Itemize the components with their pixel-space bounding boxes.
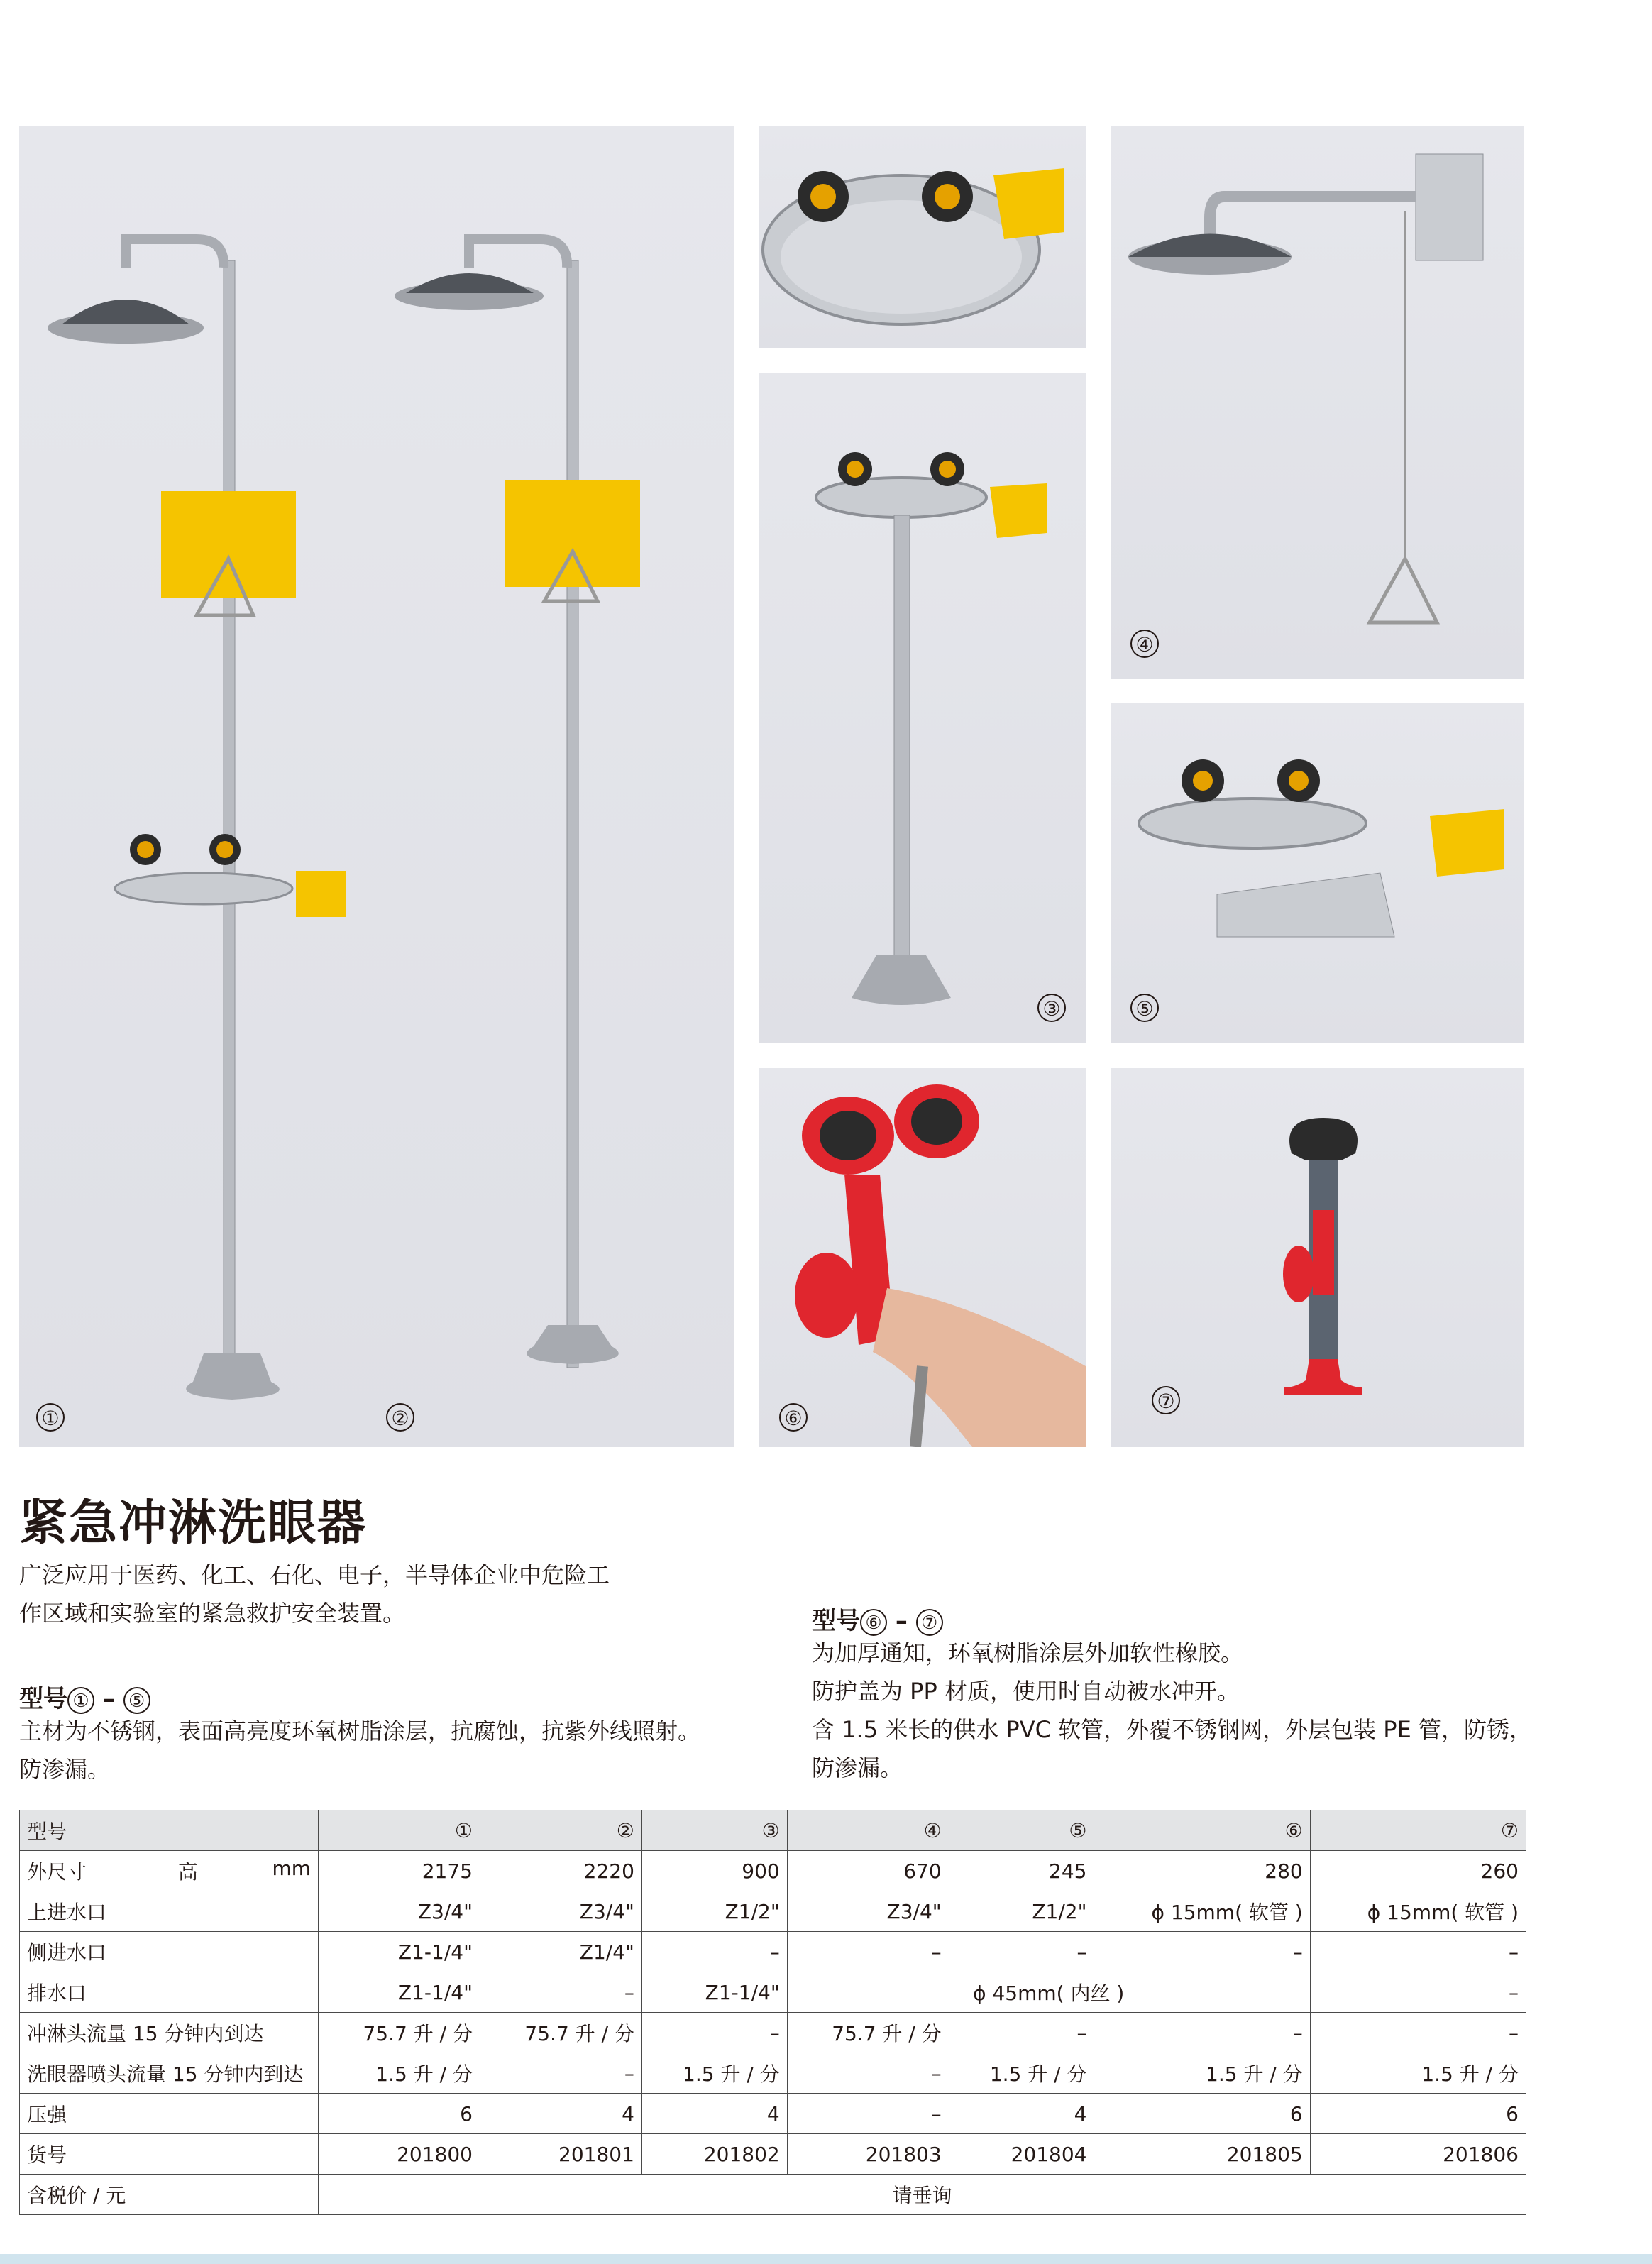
table-row [20,2175,1526,2215]
table-cell: Z1-1/4" [319,1932,480,1972]
table-cell: 1.5 升 / 分 [949,2053,1094,2094]
table-row [20,1932,1526,1972]
photo-eyewash-bowl-closeup [759,126,1086,348]
table-cell-merged: ϕ 45mm( 内丝 ) [787,1972,1310,2013]
wall-eyewash-illustration [1111,703,1524,1043]
photo-handheld-single-eyewash [1111,1068,1524,1447]
photo-wall-shower [1111,126,1524,679]
table-cell: ϕ 15mm( 软管 ) [1310,1891,1526,1932]
model-a-from: ① [67,1687,94,1714]
table-cell: 1.5 升 / 分 [319,2053,480,2094]
table-cell: Z3/4" [787,1891,949,1932]
table-row [20,1891,1526,1932]
photo-number-6: ⑥ [779,1403,808,1432]
table-header-cell: ⑦ [1310,1810,1526,1851]
photo-number-2: ② [386,1403,414,1432]
photo-handheld-dual-eyewash [759,1068,1086,1447]
table-cell: Z1-1/4" [641,1972,787,2013]
size-label: 外尺寸 [27,1860,87,1884]
model-a-line-2: 防渗漏。 [19,1756,111,1783]
table-cell: 900 [641,1851,787,1891]
model-b-to: ⑦ [916,1609,943,1636]
table-cell: 201805 [1094,2134,1310,2175]
photo-wall-eyewash [1111,703,1524,1043]
table-cell: Z1/2" [949,1891,1094,1932]
model-a-heading [19,1679,150,1714]
photo-number-7: ⑦ [1152,1386,1180,1414]
table-cell: – [480,2053,641,2094]
model-b-description [812,1634,1564,1787]
size-sub-label: 高 [177,1860,198,1884]
table-cell: 201800 [319,2134,480,2175]
table-row-label: 货号 [20,2134,319,2175]
table-header-cell: 型号 [20,1810,319,1851]
model-b-heading [812,1601,943,1636]
table-header-row [20,1810,1526,1851]
standing-eyewash-illustration [759,373,1086,1043]
photo-number-5: ⑤ [1130,994,1159,1022]
table-cell: – [641,1932,787,1972]
table-cell: – [787,2094,949,2134]
handheld-dual-illustration [759,1068,1086,1447]
intro-line-2: 作区域和实验室的紧急救护安全装置。 [19,1600,406,1627]
table-cell: – [949,1932,1094,1972]
table-cell: – [787,1932,949,1972]
table-header-cell: ⑤ [949,1810,1094,1851]
table-cell: – [1310,1932,1526,1972]
table-cell: 6 [319,2094,480,2134]
table-cell: – [949,2013,1094,2053]
table-row-label: 含税价 / 元 [20,2175,319,2215]
table-cell: 670 [787,1851,949,1891]
model-a-line-1: 主材为不锈钢，表面高亮度环氧树脂涂层，抗腐蚀，抗紫外线照射。 [19,1718,701,1744]
table-cell: Z3/4" [480,1891,641,1932]
table-row-label: 冲淋头流量 15 分钟内到达 [20,2013,319,2053]
table-cell: – [480,1972,641,2013]
model-b-line-4: 防渗漏。 [812,1754,903,1781]
table-cell: 2220 [480,1851,641,1891]
table-cell: 280 [1094,1851,1310,1891]
table-header-cell: ② [480,1810,641,1851]
table-cell: – [1310,2013,1526,2053]
model-b-dash: – [887,1607,916,1635]
table-header-cell: ① [319,1810,480,1851]
table-cell: 4 [949,2094,1094,2134]
photo-number-4: ④ [1130,630,1159,658]
table-cell: 201804 [949,2134,1094,2175]
table-cell: 201803 [787,2134,949,2175]
table-cell: 260 [1310,1851,1526,1891]
table-row [20,1972,1526,2013]
model-a-to: ⑤ [123,1687,150,1714]
table-row-label: 排水口 [20,1972,319,2013]
model-b-line-2: 防护盖为 PP 材质，使用时自动被水冲开。 [812,1678,1240,1705]
model-a-dash: – [94,1685,123,1713]
photo-number-3: ③ [1037,994,1066,1022]
table-row [20,2094,1526,2134]
table-row-label: 侧进水口 [20,1932,319,1972]
table-cell: 2175 [319,1851,480,1891]
model-a-label: 型号 [19,1685,67,1713]
table-row [20,2134,1526,2175]
table-cell: 1.5 升 / 分 [1310,2053,1526,2094]
photo-standing-eyewash [759,373,1086,1043]
table-cell: Z1-1/4" [319,1972,480,2013]
size-unit: mm [272,1857,311,1880]
table-cell: 6 [1094,2094,1310,2134]
table-cell: 201801 [480,2134,641,2175]
table-cell: 6 [1310,2094,1526,2134]
table-cell: 75.7 升 / 分 [787,2013,949,2053]
table-cell: 1.5 升 / 分 [641,2053,787,2094]
page-title: 紧急冲淋洗眼器 [19,1495,368,1551]
table-cell: ϕ 15mm( 软管 ) [1094,1891,1310,1932]
table-cell: 75.7 升 / 分 [319,2013,480,2053]
wall-shower-illustration [1111,126,1524,679]
table-row-label: 上进水口 [20,1891,319,1932]
table-cell: 75.7 升 / 分 [480,2013,641,2053]
table-row-label [20,1851,319,1891]
intro-line-1: 广泛应用于医药、化工、石化、电子，半导体企业中危险工 [19,1561,610,1588]
table-row-label: 压强 [20,2094,319,2134]
model-b-label: 型号 [812,1607,860,1635]
table-row [20,1851,1526,1891]
table-row-label: 洗眼器喷头流量 15 分钟内到达 [20,2053,319,2094]
table-cell: – [1094,1932,1310,1972]
price-inquiry-cell: 请垂询 [319,2175,1526,2215]
bottom-color-band [0,2254,1652,2264]
table-cell: Z1/2" [641,1891,787,1932]
table-cell: Z3/4" [319,1891,480,1932]
model-b-line-1: 为加厚通知，环氧树脂涂层外加软性橡胶。 [812,1639,1244,1666]
table-cell: – [787,2053,949,2094]
table-cell: – [1310,1972,1526,2013]
spec-table [19,1810,1526,2215]
eyewash-bowl-illustration [759,126,1086,348]
table-header-cell: ③ [641,1810,787,1851]
table-cell: 245 [949,1851,1094,1891]
table-header-cell: ⑥ [1094,1810,1310,1851]
shower-units-illustration [19,126,734,1447]
table-cell: 201806 [1310,2134,1526,2175]
table-cell: 201802 [641,2134,787,2175]
table-cell: 4 [480,2094,641,2134]
table-row [20,2013,1526,2053]
table-cell: 1.5 升 / 分 [1094,2053,1310,2094]
table-header-cell: ④ [787,1810,949,1851]
table-row [20,2053,1526,2094]
photo-number-1: ① [36,1403,65,1432]
table-cell: – [1094,2013,1310,2053]
intro-text [19,1556,757,1632]
table-cell: – [641,2013,787,2053]
table-cell: 4 [641,2094,787,2134]
model-b-line-3: 含 1.5 米长的供水 PVC 软管，外覆不锈钢网，外层包装 PE 管，防锈， [812,1716,1532,1743]
photo-combination-shower-eyewash [19,126,734,1447]
table-cell: Z1/4" [480,1932,641,1972]
model-b-from: ⑥ [860,1609,887,1636]
model-a-description [19,1712,771,1788]
